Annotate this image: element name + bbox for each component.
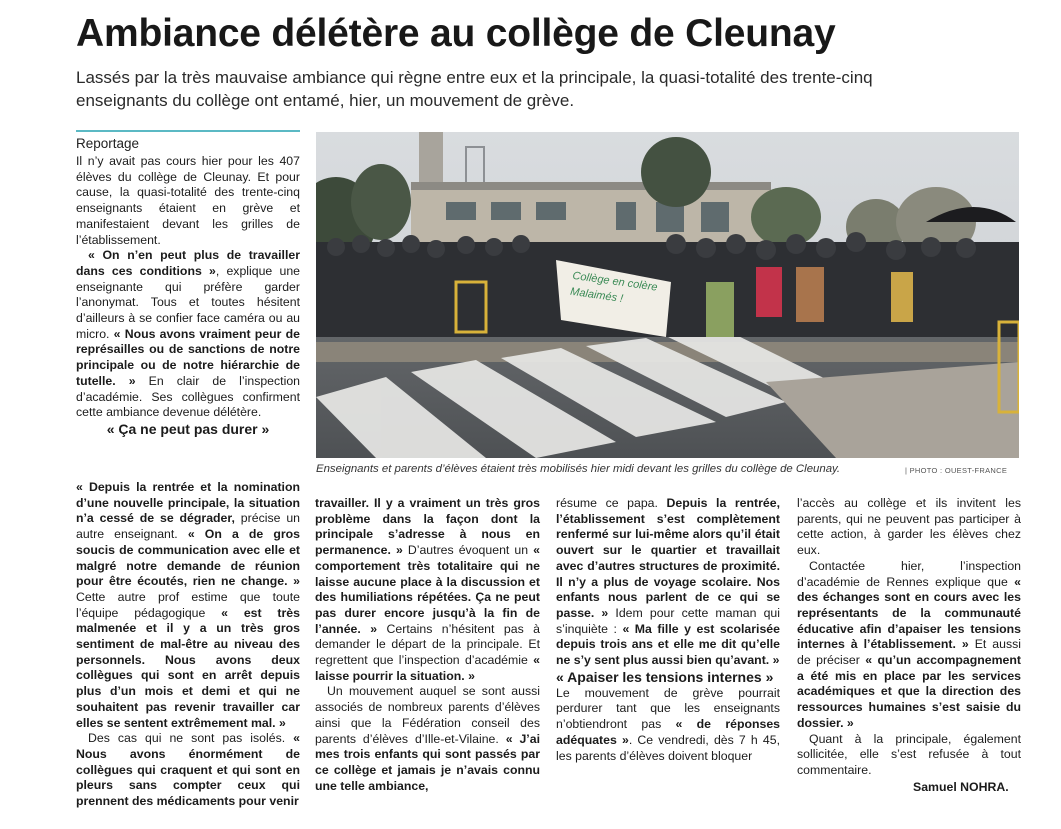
photo-credit: | PHOTO : OUEST-FRANCE — [905, 466, 1008, 475]
author-signature: Samuel NOHRA. — [913, 780, 1009, 794]
article-headline: Ambiance délétère au collège de Cleunay — [76, 12, 836, 55]
article-column-2: travailler. Il y a vraiment un très gros problème dans la façon dont la principale s’adresse à nous en permanence. » D’autres évoquent un « comportement très totalitaire qui ne laisse aucune place à la discussion et des humiliations répétées. Ça ne peut pas durer encore jusqu’à la fin de l’année. » Certains n’hésitent pas à demander le départ de la principale. Et regrettent que l’inspection d’académie « laisse pourrir la situation. » Un mouvement auquel se sont aussi associés de nombreux parents d’élèves ainsi que la Fédération conseil des parents d’élèves d’Ille-et-Vilaine. « J’ai mes trois enfants qui sont passés par ce collège et jamais je n’avais connu une telle ambiance, — [315, 496, 541, 793]
article-column-1-top: Il n’y avait pas cours hier pour les 407 élèves du collège de Cleunay. Et pour cause, la quasi-totalité des trente-cinq enseignants étaient en grève et manifestaient devant les grilles de l’établissement. « On n’en peut plus de travailler dans ces conditions », explique une enseignante qui préfère garder l’anonymat. Tous et toutes hésitent d’ailleurs à se confier face caméra ou au micro. « Nous avons vraiment peur de représailles ou de sanctions de notre principale ou de notre hiérarchie de tutelle. » En clair de l’inspection d’académie. Ses collègues confirment cette ambiance devenue délétère. « Ça ne peut pas durer » — [76, 154, 300, 437]
article-column-4: l’accès au collège et ils invitent les parents, qui ne peuvent pas participer à cette action, à garder les élèves chez eux. Contactée hier, l’inspection d’académie de Rennes explique que « des échanges sont en cours avec les représentants de la communauté éducative afin d’apaiser les tensions internes à l’établissement. » Et aussi de préciser « qu’un accompagnement a été mis en place par les services académiques et que la direction des ressources humaines s’est saisie du dossier. » Quant à la principale, également sollicitée, elle s’est refusée à tout commentaire. — [797, 496, 1021, 777]
photo-caption: Enseignants et parents d’élèves étaient très mobilisés hier midi devant les grilles du collège de Cleunay. — [316, 463, 841, 475]
section-rubric: Reportage — [76, 130, 300, 151]
subhead-apaiser-les-tensions: « Apaiser les tensions internes » — [556, 668, 774, 685]
article-photo — [316, 132, 1019, 458]
article-standfirst: Lassés par la très mauvaise ambiance qui règne entre eux et la principale, la quasi-totalité des trente-cinq enseignants du collège ont entamé, hier, un mouvement de grève. — [76, 68, 873, 110]
article-column-1-bottom: « Depuis la rentrée et la nomination d’une nouvelle principale, la situation n’a cessé de se dégrader, précise un autre enseignant. « On a de gros soucis de communication avec elle et malgré notre demande de réunion pour être écoutés, rien ne change. » Cette autre prof estime que toute l’équipe pédagogique « est très malmenée et il y a un très gros sentiment de mal-être au niveau des personnels. Nous avons deux collègues qui sont en arrêt depuis plus d’un mois et demi et qui ne souhaitent pas revenir travailler car elles se sentent extrêmement mal. » Des cas qui ne sont pas isolés. « Nous avons énormément de collègues qui craquent et qui sont en pleurs sans compter ceux qui prennent des médicaments pour venir — [76, 480, 301, 809]
photo-banner-text: Collège en colère Malaimés ! — [569, 269, 659, 306]
subhead-ca-ne-peut-pas-durer: « Ça ne peut pas durer » — [106, 420, 270, 437]
protest-photo-illustration — [316, 132, 1019, 458]
article-column-3: résume ce papa. Depuis la rentrée, l’établissement s’est complètement renfermé sur lui-même alors qu’il était ouvert sur le quartier et travaillait avec d’autres structures de proximité. Il n’y a plus de voyage scolaire. Nos enfants nous parlent de ce qui se passe. » Idem pour cette maman qui s’inquiète : « Ma fille y est scolarisée depuis trois ans et elle me dit qu’elle ne s’y sent plus aussi bien qu’avant. » « Apaiser les tensions internes » Le mouvement de grève pourrait perdurer tant que les enseignants n’obtiendront pas « de réponses adéquates ». Ce vendredi, dès 7 h 45, les parents d’élèves doivent bloquer — [556, 496, 780, 763]
